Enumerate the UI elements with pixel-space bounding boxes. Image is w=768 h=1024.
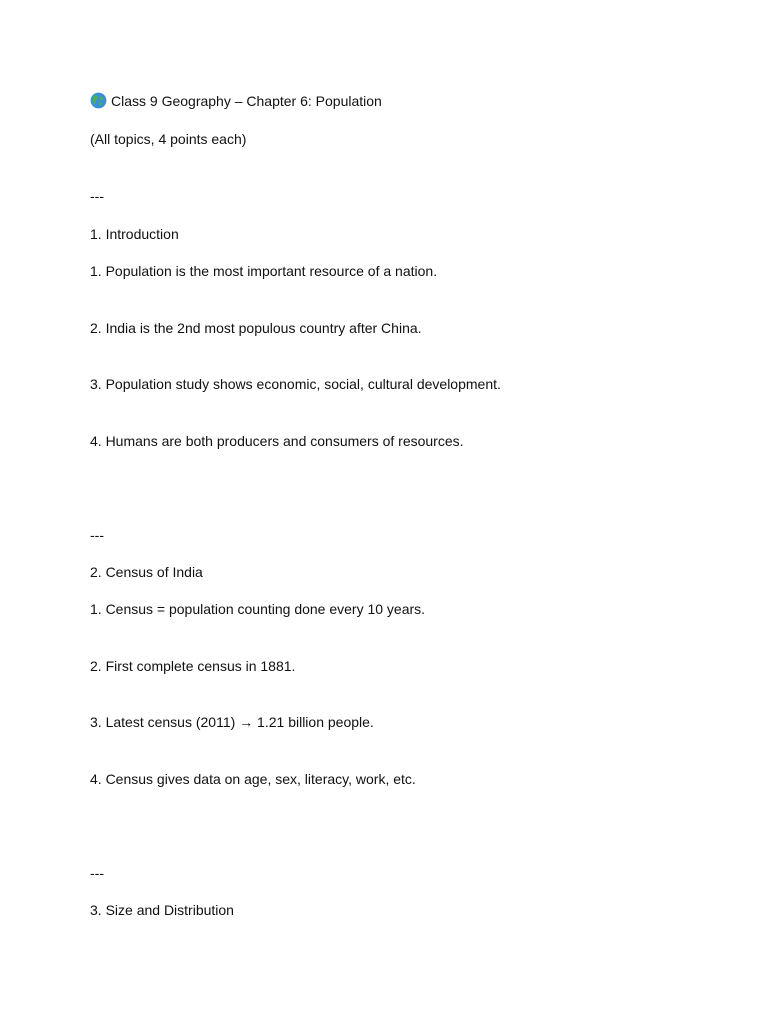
list-item: 3. Latest census (2011) → 1.21 billion people. bbox=[90, 714, 374, 730]
list-item: 2. First complete census in 1881. bbox=[90, 658, 296, 674]
section-heading-size-distribution: 3. Size and Distribution bbox=[90, 902, 234, 918]
list-item: 1. Census = population counting done every 10 years. bbox=[90, 601, 426, 617]
separator: --- bbox=[90, 188, 104, 204]
list-item: 4. Census gives data on age, sex, literacy, work, etc. bbox=[90, 771, 416, 787]
section-heading-census: 2. Census of India bbox=[90, 564, 203, 580]
list-item: 3. Population study shows economic, social, cultural development. bbox=[90, 376, 501, 392]
section-heading-introduction: 1. Introduction bbox=[90, 226, 179, 242]
separator: --- bbox=[90, 865, 104, 881]
globe-icon bbox=[90, 92, 107, 109]
separator: --- bbox=[90, 527, 104, 543]
list-item: 2. India is the 2nd most populous country after China. bbox=[90, 320, 422, 336]
document-title: Class 9 Geography – Chapter 6: Population bbox=[90, 92, 382, 110]
document-subtitle: (All topics, 4 points each) bbox=[90, 131, 247, 147]
list-item: 1. Population is the most important resource of a nation. bbox=[90, 263, 438, 279]
list-item: 4. Humans are both producers and consumers of resources. bbox=[90, 433, 464, 449]
